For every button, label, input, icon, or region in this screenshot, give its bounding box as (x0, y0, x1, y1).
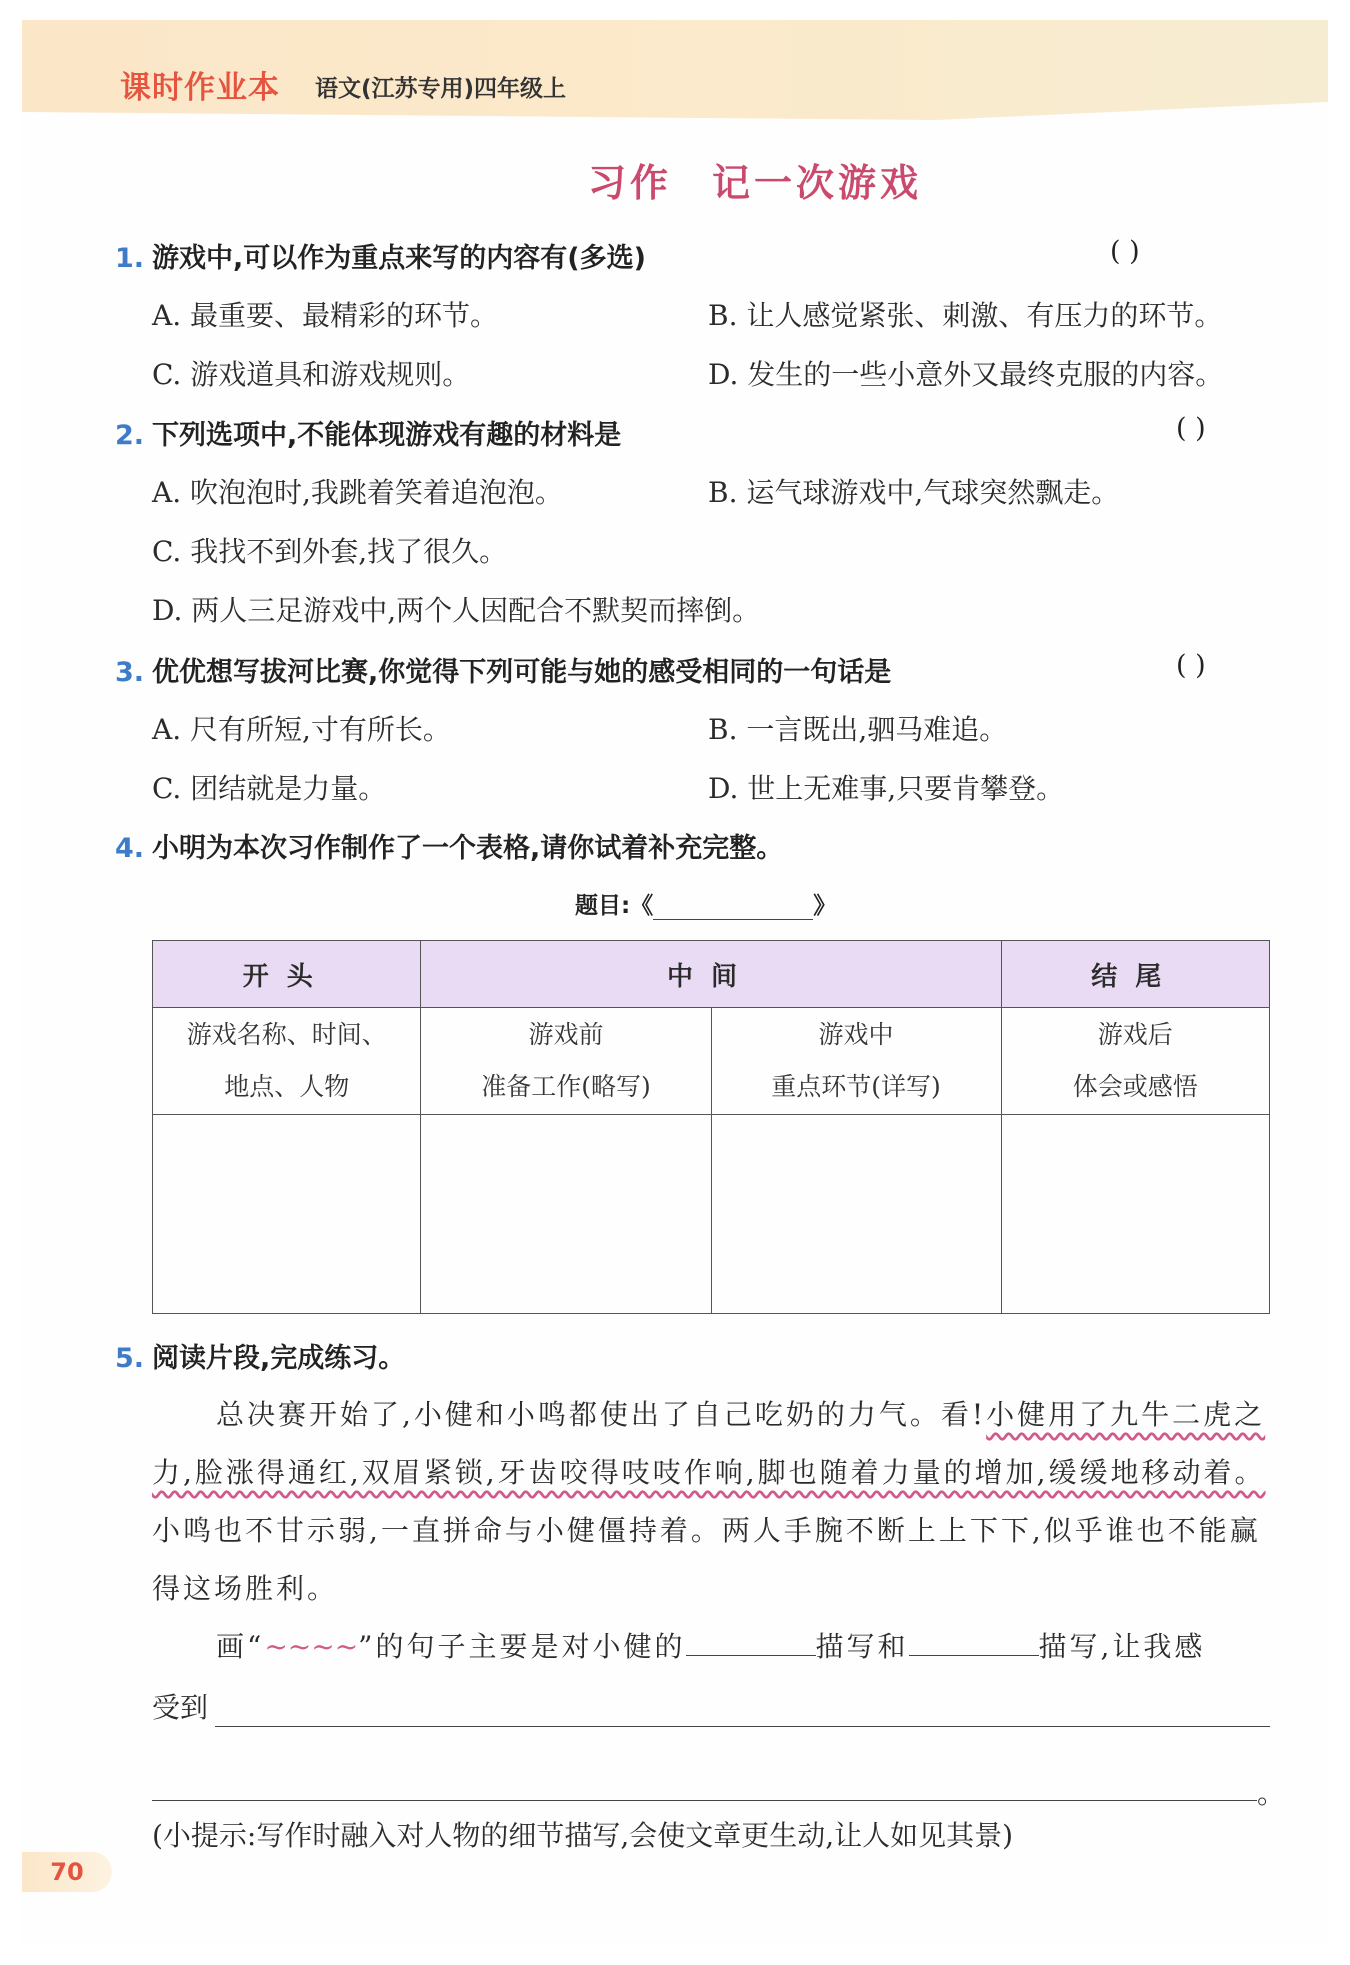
question-4 (115, 826, 783, 865)
option-a: A. 最重要、最精彩的环节。 (152, 299, 499, 332)
table-cell (711, 1008, 1001, 1115)
exercise-text: 描写,让我感 (1038, 1630, 1206, 1663)
table-cell (421, 1008, 711, 1115)
cell-line: 地点、人物 (224, 1072, 350, 1101)
cell-line: 体会或感悟 (1072, 1072, 1198, 1101)
cell-line: 重点环节(详写) (771, 1072, 941, 1101)
question-5 (115, 1336, 405, 1375)
option-b: B. 让人感觉紧张、刺激、有压力的环节。 (708, 299, 1223, 332)
period-mark: 。 (1257, 1777, 1286, 1810)
question-text: 优优想写拔河比赛,你觉得下列可能与她的感受相同的一句话是 (152, 657, 892, 688)
subject-label: 语文(江苏专用)四年级上 (315, 76, 567, 102)
table-cell (1001, 1008, 1269, 1115)
page-title (0, 152, 1350, 207)
question-text: 小明为本次习作制作了一个表格,请你试着补充完整。 (152, 833, 784, 864)
cell-line: 游戏前 (528, 1020, 604, 1049)
reading-passage (152, 1386, 1270, 1618)
writing-tip: (小提示:写作时融入对人物的细节描写,会使文章更生动,让人如见其景) (152, 1819, 1014, 1852)
header-end: 结尾 (1001, 941, 1269, 1008)
wavy-underlined-sentence: 小健用了九牛二虎之力,脸涨得通红,双眉紧锁,牙齿咬得吱吱作响,脚也随着力量的增加,缓缓地移动着。 (152, 1398, 1266, 1489)
exercise-text: 描写和 (815, 1630, 909, 1663)
blank-2[interactable] (909, 1631, 1039, 1656)
exercise-prompt (152, 1618, 1270, 1676)
brand-title: 课时作业本 (120, 70, 280, 106)
cell-line: 准备工作(略写) (481, 1072, 651, 1101)
option-d: D. 两人三足游戏中,两个人因配合不默契而摔倒。 (152, 594, 761, 627)
option-a: A. 尺有所短,寸有所长。 (152, 713, 451, 746)
title-part2: 记一次游戏 (712, 161, 923, 205)
answer-cell-start[interactable] (153, 1115, 421, 1314)
question-number: 5. (115, 1343, 145, 1374)
answer-line-1[interactable] (215, 1726, 1270, 1727)
wave-symbol: ~~~~ (264, 1630, 359, 1663)
answer-cell-during[interactable] (711, 1115, 1001, 1314)
passage-text: 小鸣也不甘示弱,一直拼命与小健僵持着。两人手腕不断上上下下,似乎谁也不能赢得这场胜利。 (152, 1514, 1261, 1605)
question-3 (115, 650, 891, 689)
answer-paren[interactable]: ( ) (1176, 650, 1206, 681)
table-caption (575, 887, 836, 920)
question-2 (115, 413, 621, 452)
answer-line-2[interactable] (152, 1800, 1257, 1801)
option-a: A. 吹泡泡时,我跳着笑着追泡泡。 (152, 476, 563, 509)
page-number: 70 (22, 1852, 112, 1892)
question-text: 下列选项中,不能体现游戏有趣的材料是 (152, 420, 622, 451)
exercise-text: 受到 (152, 1691, 209, 1724)
cell-line: 游戏名称、时间、 (186, 1020, 387, 1049)
table-cell (153, 1008, 421, 1115)
answer-cell-before[interactable] (421, 1115, 711, 1314)
exercise-text: ”的句子主要是对小健的 (358, 1630, 686, 1663)
blank-1[interactable] (686, 1631, 816, 1656)
question-text: 阅读片段,完成练习。 (152, 1343, 406, 1374)
title-blank[interactable] (653, 899, 813, 920)
caption-suffix: 》 (813, 893, 837, 919)
answer-paren[interactable]: ( ) (1176, 413, 1206, 444)
exercise-text: 画“ (216, 1630, 265, 1663)
caption-prefix: 题目:《 (575, 893, 654, 919)
question-number: 1. (115, 243, 145, 274)
header-middle: 中间 (421, 941, 1001, 1008)
question-number: 3. (115, 657, 145, 688)
option-c: C. 游戏道具和游戏规则。 (152, 358, 471, 391)
option-c: C. 我找不到外套,找了很久。 (152, 535, 508, 568)
option-b: B. 运气球游戏中,气球突然飘走。 (708, 476, 1120, 509)
header-start: 开头 (153, 941, 421, 1008)
title-part1: 习作 (587, 161, 672, 205)
answer-paren[interactable]: ( ) (1110, 236, 1140, 267)
option-d: D. 世上无难事,只要肯攀登。 (708, 772, 1065, 805)
question-1 (115, 236, 646, 275)
option-b: B. 一言既出,驷马难追。 (708, 713, 1008, 746)
passage-text: 总决赛开始了,小健和小鸣都使出了自己吃奶的力气。看! (216, 1398, 987, 1431)
option-c: C. 团结就是力量。 (152, 772, 387, 805)
question-text: 游戏中,可以作为重点来写的内容有(多选) (152, 243, 646, 274)
option-d: D. 发生的一些小意外又最终克服的内容。 (708, 358, 1224, 391)
question-number: 2. (115, 420, 145, 451)
outline-table (152, 940, 1270, 1314)
answer-cell-after[interactable] (1001, 1115, 1269, 1314)
question-number: 4. (115, 833, 145, 864)
cell-line: 游戏中 (818, 1020, 894, 1049)
cell-line: 游戏后 (1097, 1020, 1173, 1049)
